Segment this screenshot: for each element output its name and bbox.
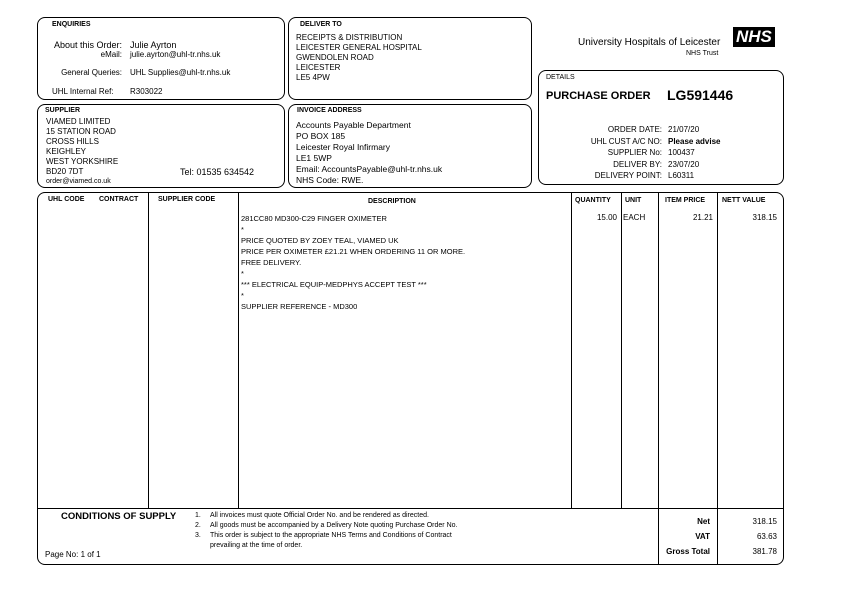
- condition-text: This order is subject to the appropriate NHS Terms and Conditions of Contract: [210, 532, 452, 539]
- description-line: SUPPLIER REFERENCE - MD300: [241, 302, 358, 311]
- gross-value: 381.78: [752, 547, 777, 556]
- address-line: LE5 4PW: [296, 73, 330, 82]
- condition-text: All goods must be accompanied by a Delivery Note quoting Purchase Order No.: [210, 522, 458, 529]
- invoice-address: [296, 120, 442, 186]
- address-line: LEICESTER GENERAL HOSPITAL: [296, 43, 422, 52]
- address-line: GWENDOLEN ROAD: [296, 53, 374, 62]
- deliver-address: [296, 33, 422, 83]
- description-line: *: [241, 225, 244, 234]
- condition-number: 1.: [195, 512, 201, 519]
- details-heading: DETAILS: [546, 74, 575, 81]
- supplier-tel: Tel: 01535 634542: [180, 167, 255, 177]
- col-uhl-code: UHL CODE: [48, 196, 85, 203]
- enquiries-heading: ENQUIRIES: [52, 21, 91, 28]
- col-quantity: QUANTITY: [575, 197, 611, 204]
- about-label: About this Order:: [53, 40, 122, 50]
- detail-label: SUPPLIER No:: [607, 148, 662, 157]
- totals-values: [719, 514, 777, 559]
- detail-value: L60311: [668, 171, 695, 180]
- address-line: RECEIPTS & DISTRIBUTION: [296, 33, 403, 42]
- po-title: PURCHASE ORDER: [546, 90, 651, 102]
- detail-label: UHL CUST A/C NO:: [590, 136, 662, 146]
- about-value: Julie Ayrton: [130, 40, 177, 50]
- description-line: PRICE PER OXIMETER £21.21 WHEN ORDERING 11 OR MORE.: [241, 247, 466, 256]
- description-line: PRICE QUOTED BY ZOEY TEAL, VIAMED UK: [241, 236, 399, 245]
- ref-value: R303022: [130, 87, 163, 96]
- address-line: LEICESTER: [296, 63, 341, 72]
- invoice-heading: INVOICE ADDRESS: [297, 107, 362, 114]
- description-line: 281CC80 MD300-C29 FINGER OXIMETER: [241, 214, 387, 223]
- condition-number: 2.: [195, 522, 201, 529]
- ref-label: UHL Internal Ref:: [52, 87, 114, 96]
- detail-label: DELIVER BY:: [613, 159, 662, 169]
- condition-text: prevailing at the time of order.: [210, 542, 303, 549]
- details-values: [668, 124, 720, 182]
- details-labels: [560, 124, 662, 182]
- address-line: VIAMED LIMITED: [46, 117, 111, 126]
- org-sub: NHS Trust: [686, 50, 719, 57]
- col-unit: UNIT: [625, 197, 642, 204]
- org-name: University Hospitals of Leicester: [578, 37, 721, 48]
- detail-label: ORDER DATE:: [607, 125, 662, 134]
- condition-text: All invoices must quote Official Order No. and be rendered as directed.: [210, 512, 429, 519]
- condition-number: 3.: [195, 532, 201, 539]
- email-label: eMail:: [100, 50, 122, 59]
- conditions-heading: CONDITIONS OF SUPPLY: [61, 511, 177, 522]
- vat-label: VAT: [695, 532, 710, 541]
- vat-value: 63.63: [756, 532, 777, 541]
- gross-label: Gross Total: [666, 547, 710, 556]
- description-line: *: [241, 291, 244, 300]
- address-line: Leicester Royal Infirmary: [296, 142, 391, 152]
- address-line: Accounts Payable Department: [296, 120, 411, 130]
- detail-value: 23/07/20: [668, 159, 700, 169]
- detail-label: DELIVERY POINT:: [594, 171, 662, 180]
- description-line: *** ELECTRICAL EQUIP-MEDPHYS ACCEPT TEST ***: [241, 280, 427, 289]
- description-line: *: [241, 269, 244, 278]
- address-line: 15 STATION ROAD: [46, 127, 116, 136]
- detail-value: 21/07/20: [668, 125, 700, 134]
- address-line: Email: AccountsPayable@uhl-tr.nhs.uk: [296, 164, 443, 174]
- detail-value: 100437: [668, 148, 695, 157]
- address-line: NHS Code: RWE.: [296, 175, 364, 185]
- col-nett-value: NETT VALUE: [722, 197, 766, 204]
- unit-cell: EACH: [623, 213, 646, 222]
- description-line: FREE DELIVERY.: [241, 258, 302, 267]
- quantity-cell: 15.00: [596, 213, 617, 222]
- net-label: Net: [697, 517, 710, 526]
- supplier-address: [46, 117, 118, 177]
- conditions-numbers: [195, 511, 201, 541]
- totals-labels: [660, 514, 710, 559]
- supplier-heading: SUPPLIER: [45, 107, 81, 114]
- col-supplier-code: SUPPLIER CODE: [158, 196, 216, 203]
- address-line: KEIGHLEY: [46, 147, 87, 156]
- detail-value: Please advise: [668, 136, 721, 146]
- nett-value-cell: 318.15: [752, 213, 777, 222]
- supplier-email: order@viamed.co.uk: [46, 178, 111, 185]
- address-line: LE1 5WP: [296, 153, 332, 163]
- po-number: LG591446: [667, 87, 734, 103]
- general-value: UHL Supplies@uhl-tr.nhs.uk: [130, 68, 231, 77]
- address-line: WEST YORKSHIRE: [46, 157, 119, 166]
- item-price-cell: 21.21: [692, 213, 713, 222]
- address-line: BD20 7DT: [46, 167, 84, 176]
- nhs-logo: NHS: [733, 27, 775, 47]
- conditions-list: [210, 511, 457, 551]
- address-line: PO BOX 185: [296, 131, 346, 141]
- address-line: CROSS HILLS: [46, 137, 99, 146]
- email-value: julie.ayrton@uhl-tr.nhs.uk: [130, 50, 221, 59]
- general-label: General Queries:: [61, 68, 122, 77]
- col-contract: CONTRACT: [99, 196, 139, 203]
- col-description: DESCRIPTION: [368, 198, 416, 205]
- description-cell: [241, 213, 465, 312]
- page-number: Page No: 1 of 1: [45, 550, 101, 559]
- deliver-heading: DELIVER TO: [300, 21, 342, 28]
- col-item-price: ITEM PRICE: [665, 197, 706, 204]
- net-value: 318.15: [752, 517, 777, 526]
